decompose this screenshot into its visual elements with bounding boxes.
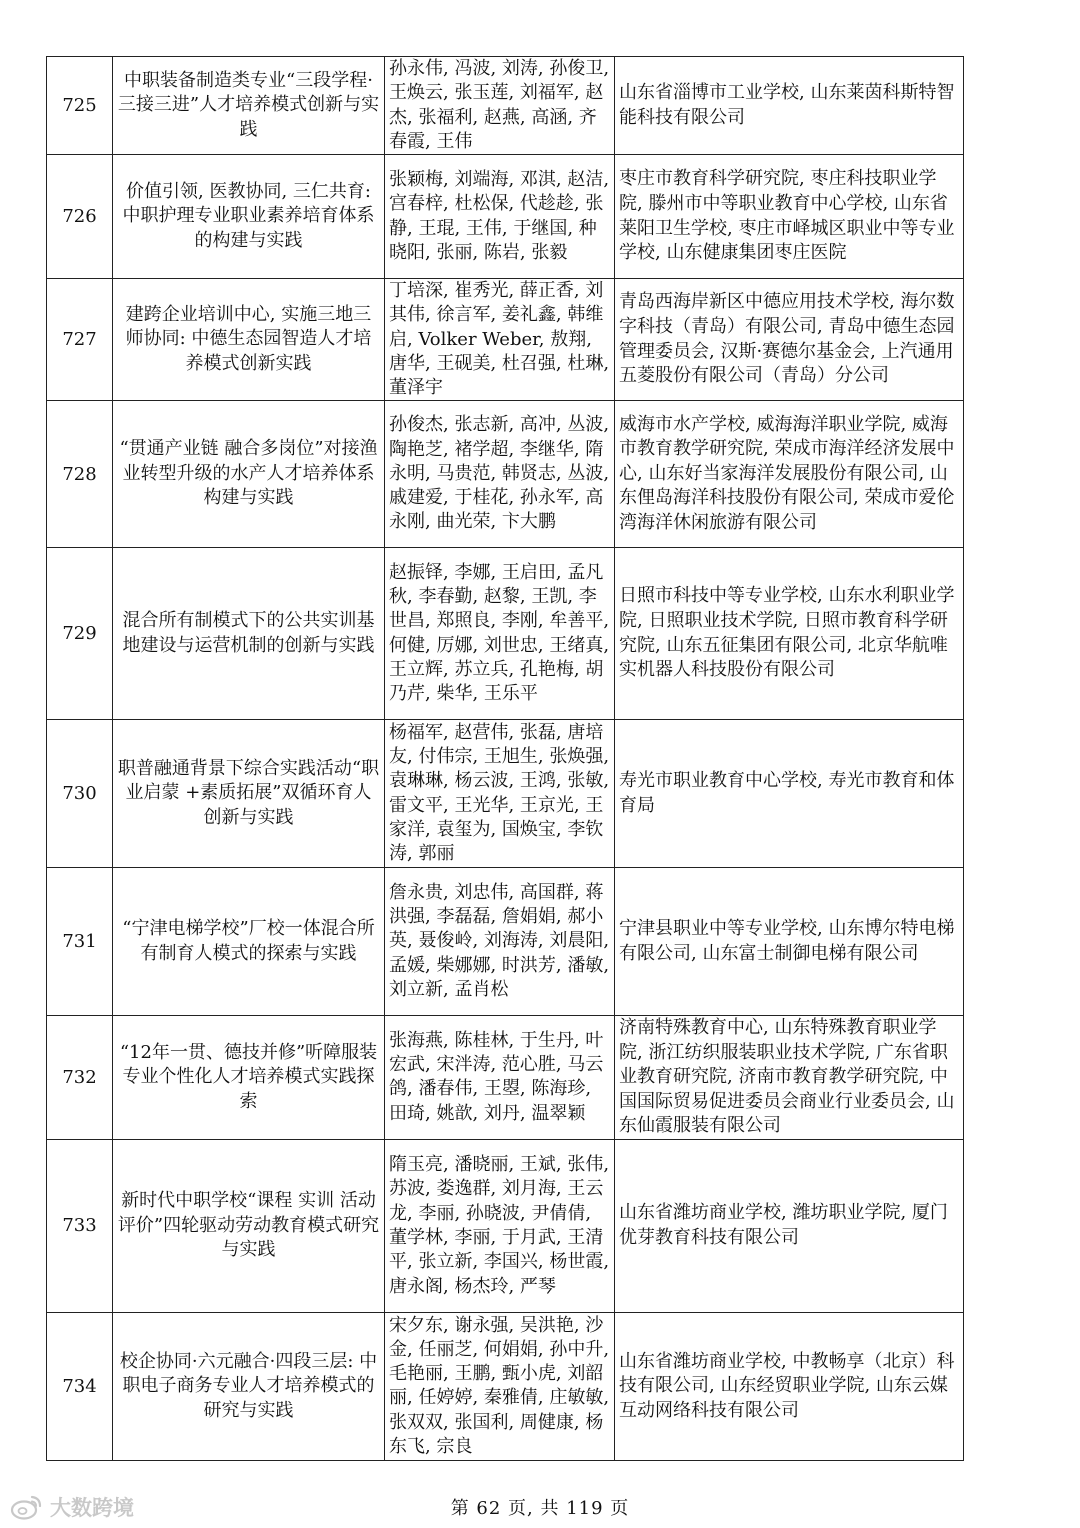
- project-title: 职普融通背景下综合实践活动“职业启蒙 +素质拓展”双循环育人创新与实践: [113, 720, 385, 868]
- member-names: 孙永伟, 冯波, 刘涛, 孙俊卫, 王焕云, 张玉莲, 刘福军, 赵杰, 张福利, 赵燕, 高涵, 齐春霞, 王伟: [385, 57, 615, 155]
- row-number: 733: [47, 1139, 113, 1312]
- row-number: 725: [47, 57, 113, 155]
- table-row: [47, 155, 964, 279]
- member-names: 张颖梅, 刘端海, 邓淇, 赵洁, 宫春梓, 杜松保, 代趁趁, 张静, 王琨, 王伟, 于继国, 种晓阳, 张丽, 陈岩, 张毅: [385, 155, 615, 279]
- project-title: “贯通产业链 融合多岗位”对接渔业转型升级的水产人才培养体系构建与实践: [113, 401, 385, 548]
- table-row: [47, 279, 964, 401]
- table-row: [47, 868, 964, 1016]
- watermark-text: 大数跨境: [50, 1496, 134, 1520]
- project-title: “宁津电梯学校”厂校一体混合所有制育人模式的探索与实践: [113, 868, 385, 1016]
- member-names: 丁培深, 崔秀光, 薛正香, 刘其伟, 徐言军, 姜礼鑫, 韩维启, Volker Weber, 敖翔, 唐华, 王砚美, 杜召强, 杜琳, 董泽宇: [385, 279, 615, 401]
- project-title: 混合所有制模式下的公共实训基地建设与运营机制的创新与实践: [113, 548, 385, 720]
- row-number: 732: [47, 1016, 113, 1140]
- organizations: 山东省淄博市工业学校, 山东莱茵科斯特智能科技有限公司: [615, 57, 964, 155]
- member-names: 杨福军, 赵营伟, 张磊, 唐培友, 付伟宗, 王旭生, 张焕强, 袁琳琳, 杨云波, 王鸿, 张敏, 雷文平, 王光华, 王京光, 王家洋, 袁玺为, 国焕宝, 李钦涛, 郭丽: [385, 720, 615, 868]
- row-number: 726: [47, 155, 113, 279]
- organizations: 山东省潍坊商业学校, 潍坊职业学院, 厦门优芽教育科技有限公司: [615, 1139, 964, 1312]
- organizations: 济南特殊教育中心, 山东特殊教育职业学院, 浙江纺织服装职业技术学院, 广东省职业教育研究院, 济南市教育教学研究院, 中国国际贸易促进委员会商业行业委员会, 山东仙霞服装有限公司: [615, 1016, 964, 1140]
- member-names: 隋玉亮, 潘晓丽, 王斌, 张伟, 苏波, 娄逸群, 刘月海, 王云龙, 李丽, 孙晓波, 尹倩倩, 董学林, 李丽, 于月武, 王清平, 张立新, 李国兴, 杨世霞, 唐永阁, 杨杰玲, 严琴: [385, 1139, 615, 1312]
- table-row: [47, 720, 964, 868]
- organizations: 日照市科技中等专业学校, 山东水利职业学院, 日照职业技术学院, 日照市教育科学研究院, 山东五征集团有限公司, 北京华航唯实机器人科技股份有限公司: [615, 548, 964, 720]
- member-names: 孙俊杰, 张志新, 高冲, 丛波, 陶艳芝, 褚学超, 李继华, 隋永明, 马贵范, 韩贤志, 丛波, 戚建爱, 于桂花, 孙永军, 高永刚, 曲光荣, 卞大鹏: [385, 401, 615, 548]
- project-title: “12年一贯、德技并修”听障服装专业个性化人才培养模式实践探索: [113, 1016, 385, 1140]
- row-number: 727: [47, 279, 113, 401]
- project-title: 新时代中职学校“课程 实训 活动 评价”四轮驱动劳动教育模式研究与实践: [113, 1139, 385, 1312]
- project-title: 中职装备制造类专业“三段学程·三接三进”人才培养模式创新与实践: [113, 57, 385, 155]
- page-number: 第 62 页, 共 119 页: [450, 1498, 630, 1519]
- member-names: 宋夕东, 谢永强, 吴洪艳, 沙金, 任丽芝, 何娟娟, 孙中升, 毛艳丽, 王鹏, 甄小虎, 刘韶丽, 任婷婷, 秦雅倩, 庄敏敏, 张双双, 张国利, 周健康, 杨东飞, 宗良: [385, 1312, 615, 1460]
- organizations: 威海市水产学校, 威海海洋职业学院, 威海市教育教学研究院, 荣成市海洋经济发展中心, 山东好当家海洋发展股份有限公司, 山东俚岛海洋科技股份有限公司, 荣成市爱伦湾海洋休闲旅游有限公司: [615, 401, 964, 548]
- row-number: 730: [47, 720, 113, 868]
- table-row: [47, 548, 964, 720]
- project-title: 建跨企业培训中心, 实施三地三师协同: 中德生态园智造人才培养模式创新实践: [113, 279, 385, 401]
- member-names: 詹永贵, 刘忠伟, 高国群, 蒋洪强, 李磊磊, 詹娟娟, 郝小英, 聂俊岭, 刘海涛, 刘晨阳, 孟媛, 柴娜娜, 时洪芳, 潘敏, 刘立新, 孟肖松: [385, 868, 615, 1016]
- table-row: [47, 1312, 964, 1460]
- table-row: [47, 401, 964, 548]
- member-names: 赵振铎, 李娜, 王启田, 孟凡秋, 李春勤, 赵黎, 王凯, 李世昌, 郑照良, 李刚, 牟善平, 何健, 厉娜, 刘世忠, 王绪真, 王立辉, 苏立兵, 孔艳梅, 胡乃芹, 柴华, 王乐平: [385, 548, 615, 720]
- row-number: 731: [47, 868, 113, 1016]
- row-number: 729: [47, 548, 113, 720]
- organizations: 寿光市职业教育中心学校, 寿光市教育和体育局: [615, 720, 964, 868]
- table-row: [47, 1016, 964, 1140]
- project-title: 价值引领, 医教协同, 三仁共育: 中职护理专业职业素养培育体系的构建与实践: [113, 155, 385, 279]
- table-row: [47, 1139, 964, 1312]
- row-number: 728: [47, 401, 113, 548]
- organizations: 宁津县职业中等专业学校, 山东博尔特电梯有限公司, 山东富士制御电梯有限公司: [615, 868, 964, 1016]
- project-title: 校企协同·六元融合·四段三层: 中职电子商务专业人才培养模式的研究与实践: [113, 1312, 385, 1460]
- organizations: 枣庄市教育科学研究院, 枣庄科技职业学院, 滕州市中等职业教育中心学校, 山东省莱阳卫生学校, 枣庄市峄城区职业中等专业学校, 山东健康集团枣庄医院: [615, 155, 964, 279]
- row-number: 734: [47, 1312, 113, 1460]
- awards-table: [46, 56, 964, 1461]
- member-names: 张海燕, 陈桂林, 于生丹, 叶宏武, 宋泮涛, 范心胜, 马云鸽, 潘春伟, 王曌, 陈海珍, 田琦, 姚歆, 刘丹, 温翠颖: [385, 1016, 615, 1140]
- organizations: 青岛西海岸新区中德应用技术学校, 海尔数字科技（青岛）有限公司, 青岛中德生态园管理委员会, 汉斯·赛德尔基金会, 上汽通用五菱股份有限公司（青岛）分公司: [615, 279, 964, 401]
- organizations: 山东省潍坊商业学校, 中教畅享（北京）科技有限公司, 山东经贸职业学院, 山东云媒互动网络科技有限公司: [615, 1312, 964, 1460]
- table-row: [47, 57, 964, 155]
